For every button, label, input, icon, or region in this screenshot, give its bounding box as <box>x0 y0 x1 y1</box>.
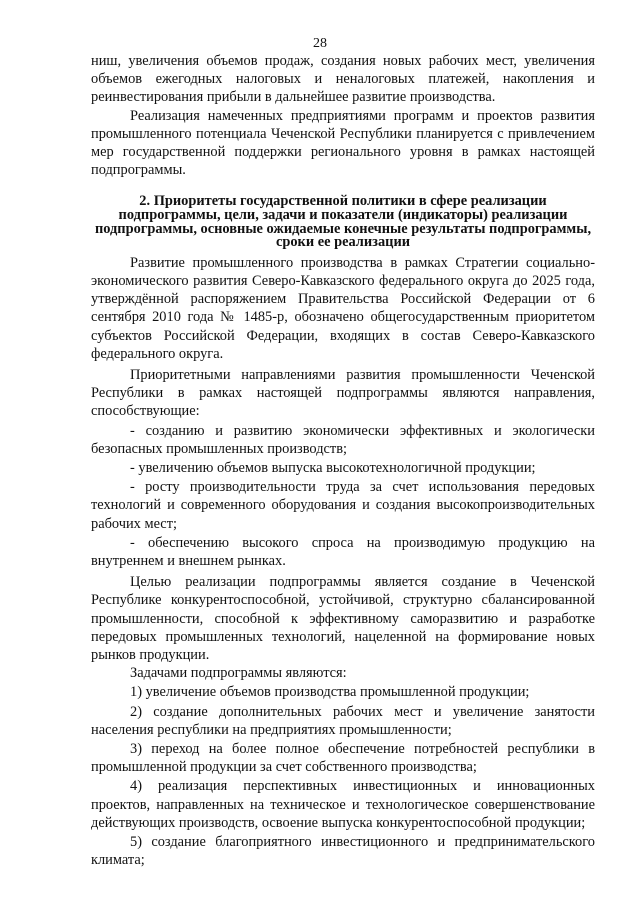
paragraph-tasks-intro: Задачами подпрограммы являются: <box>130 665 347 682</box>
list-item: - обеспечению высокого спроса на производимую продукцию на внутреннем и внешнем рынках. <box>91 534 595 570</box>
list-item: - росту производительности труда за счет использования передовых технологий и современного оборудования и создания высокопроизводительных рабочих мест; <box>91 479 595 532</box>
section-heading: 2. Приоритеты государственной политики в сфере реализации подпрограммы, цели, задачи и показатели (индикаторы) реализации подпрограммы, основные ожидаемые конечные результаты подпрограммы, сроки ее реализации <box>94 193 592 251</box>
task-item: 4) реализация перспективных инвестиционных и инновационных проектов, направленных на техническое и технологическое совершенствование действующих производств, освоение выпуска конкурентоспособной продукции; <box>91 778 595 831</box>
paragraph-strategy: Развитие промышленного производства в рамках Стратегии социально-экономического развития Северо-Кавказского федерального округа до 2025 года, утверждённой распоряжением Правительства Российской Федерации от 6 сентября 2010 года № 1485-р, обозначено общегосударственным приоритетом субъектов Российской Федерации, входящих в состав Северо-Кавказского федерального округа. <box>91 254 595 362</box>
task-item: 2) создание дополнительных рабочих мест и увеличение занятости населения республики на предприятиях промышленности; <box>91 703 595 738</box>
page-number: 28 <box>313 36 327 51</box>
paragraph-implementation: Реализация намеченных предприятиями программ и проектов развития промышленного потенциала Чеченской Республики планируется с привлечением мер государственной поддержки регионального уровня в рамках настоящей подпрограммы. <box>91 107 595 179</box>
list-item: - созданию и развитию экономически эффективных и экологически безопасных промышленных производств; <box>91 422 595 457</box>
paragraph-priority-directions: Приоритетными направлениями развития промышленности Чеченской Республики в рамках настоящей подпрограммы являются направления, способствующие: <box>91 367 595 420</box>
paragraph-goal: Целью реализации подпрограммы является создание в Чеченской Республике конкурентоспособной, устойчивой, структурно сбалансированной промышленности, способной к эффективному саморазвитию и разработке передовых промышленных технологий, нацеленной на формирование новых рынков продукции. <box>91 574 595 664</box>
task-item: 1) увеличение объемов производства промышленной продукции; <box>130 684 530 701</box>
list-item: - увеличению объемов выпуска высокотехнологичной продукции; <box>130 460 536 477</box>
page-body <box>91 52 595 870</box>
task-item: 3) переход на более полное обеспечение потребностей республики в промышленной продукции за счет собственного производства; <box>91 741 595 776</box>
paragraph-continued: ниш, увеличения объемов продаж, создания новых рабочих мест, увеличения объемов ежегодных налоговых и неналоговых платежей, накопления и реинвестирования прибыли в дальнейшее развитие производства. <box>91 53 595 106</box>
task-item: 5) создание благоприятного инвестиционного и предпринимательского климата; <box>91 834 595 869</box>
